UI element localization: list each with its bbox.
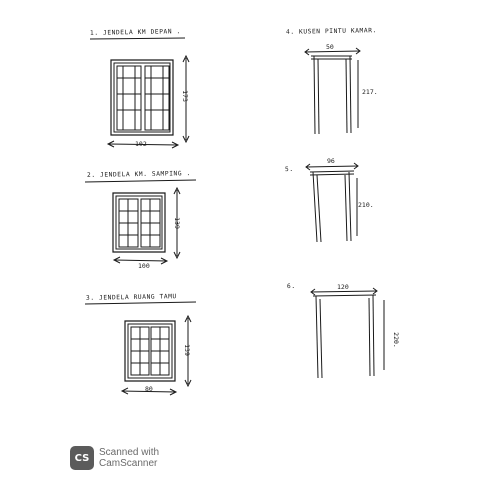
window-1-drawing <box>90 38 189 148</box>
item-2-width: 100 <box>138 262 150 270</box>
item-5-width: 96 <box>327 157 335 165</box>
item-4-title: 4. KUSEN PINTU KAMAR. <box>285 27 377 36</box>
scanned-with-text: Scanned with <box>99 447 160 458</box>
item-3-title: 3. JENDELA RUANG TAMU <box>85 293 177 302</box>
camscanner-logo: CS <box>70 446 94 470</box>
item-2-height: 139 <box>172 217 181 229</box>
window-3-drawing <box>85 302 196 395</box>
item-3-height: 139 <box>182 344 191 356</box>
item-3-underline <box>85 302 196 304</box>
door-frame-5-drawing <box>306 163 358 242</box>
camscanner-name: CamScanner <box>99 458 158 469</box>
item-6-width: 120 <box>337 283 349 291</box>
item-4-width: 50 <box>326 43 334 51</box>
item-3-width: 80 <box>145 385 153 393</box>
item-1-title: 1. JENDELA KM DEPAN . <box>89 28 181 37</box>
item-2-underline <box>85 180 196 182</box>
item-2-title: 2. JENDELA KM. SAMPING . <box>86 170 191 179</box>
item-4-width-line <box>305 51 360 52</box>
camscanner-watermark <box>70 446 159 470</box>
item-5-width-line <box>306 166 358 167</box>
item-6-title: 6. <box>286 282 296 291</box>
item-1-underline <box>90 38 185 39</box>
item-4-height: 217. <box>362 88 378 96</box>
camscanner-text <box>99 447 159 469</box>
door-frame-6-drawing <box>311 288 384 378</box>
item-5-height: 210. <box>358 201 374 209</box>
door-frame-4-drawing <box>305 48 360 134</box>
item-6-height: 220. <box>391 332 400 348</box>
item-2-width-line <box>114 260 167 261</box>
item-1-width: 102 <box>135 140 147 148</box>
item-5-title: 5. <box>284 165 294 174</box>
item-1-height: 173 <box>180 90 189 102</box>
item-6-width-line <box>311 291 377 292</box>
